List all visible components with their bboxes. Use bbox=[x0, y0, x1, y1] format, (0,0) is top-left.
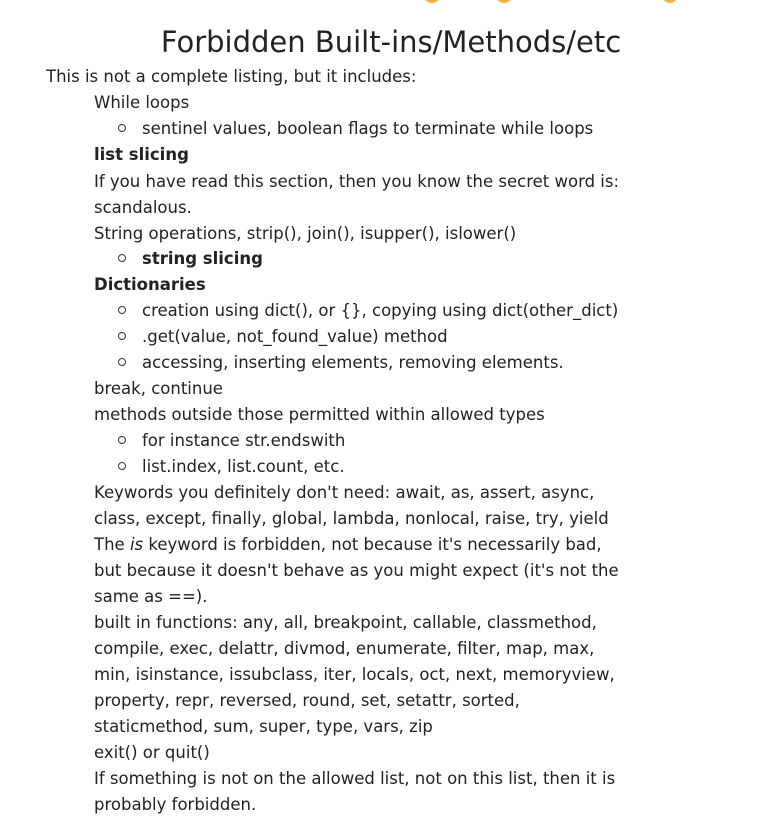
builtins-line-3: min, isinstance, issubclass, iter, locals, oct, next, memoryview, bbox=[94, 665, 615, 684]
item-list-slicing: list slicing bbox=[94, 145, 189, 164]
keywords-line-2: class, except, finally, global, lambda, nonlocal, raise, try, yield bbox=[94, 509, 609, 528]
item-string-operations: String operations, strip(), join(), isupper(), islower() bbox=[94, 224, 517, 243]
top-ornament-mid bbox=[496, 0, 512, 3]
top-ornament-left bbox=[424, 0, 440, 3]
is-keyword-line-2: but because it doesn't behave as you might expect (it's not the bbox=[94, 561, 619, 580]
sub-item-dict-creation: creation using dict(), or {}, copying using dict(other_dict) bbox=[142, 298, 618, 324]
is-post-text: keyword is forbidden, not because it's necessarily bad, bbox=[143, 535, 602, 554]
closing-line-2: probably forbidden. bbox=[94, 795, 257, 814]
is-keyword-line-3: same as ==). bbox=[94, 587, 208, 606]
item-exit-quit: exit() or quit() bbox=[94, 743, 210, 762]
intro-text: This is not a complete listing, but it includes: bbox=[46, 67, 417, 86]
sub-item-while: sentinel values, boolean flags to terminate while loops bbox=[142, 116, 593, 142]
closing-line-1: If something is not on the allowed list, not on this list, then it is bbox=[94, 769, 616, 788]
sub-item-list-index: list.index, list.count, etc. bbox=[142, 454, 345, 480]
top-ornament-right bbox=[662, 0, 678, 3]
builtins-line-4: property, repr, reversed, round, set, setattr, sorted, bbox=[94, 691, 520, 710]
sub-item-string-slicing: string slicing bbox=[142, 246, 263, 272]
keywords-line-1: Keywords you definitely don't need: await, as, assert, async, bbox=[94, 483, 595, 502]
item-methods-outside: methods outside those permitted within allowed types bbox=[94, 405, 545, 424]
builtins-line-1: built in functions: any, all, breakpoint, callable, classmethod, bbox=[94, 613, 597, 632]
page-title: Forbidden Built-ins/Methods/etc bbox=[160, 25, 622, 59]
builtins-line-5: staticmethod, sum, super, type, vars, zip bbox=[94, 717, 433, 736]
is-pre-text: The bbox=[94, 535, 130, 554]
sub-item-dict-get: .get(value, not_found_value) method bbox=[142, 324, 448, 350]
item-break-continue: break, continue bbox=[94, 379, 223, 398]
sub-item-dict-access: accessing, inserting elements, removing elements. bbox=[142, 350, 564, 376]
is-keyword-line-1 bbox=[94, 532, 602, 558]
sub-item-str-endswith: for instance str.endswith bbox=[142, 428, 345, 454]
is-keyword: is bbox=[129, 535, 144, 554]
item-while-loops: While loops bbox=[94, 93, 190, 112]
builtins-line-2: compile, exec, delattr, divmod, enumerate, filter, map, max, bbox=[94, 639, 595, 658]
secret-word-line-1: If you have read this section, then you know the secret word is: bbox=[94, 172, 620, 191]
secret-word-line-2: scandalous. bbox=[94, 198, 192, 217]
item-dictionaries: Dictionaries bbox=[94, 275, 206, 294]
